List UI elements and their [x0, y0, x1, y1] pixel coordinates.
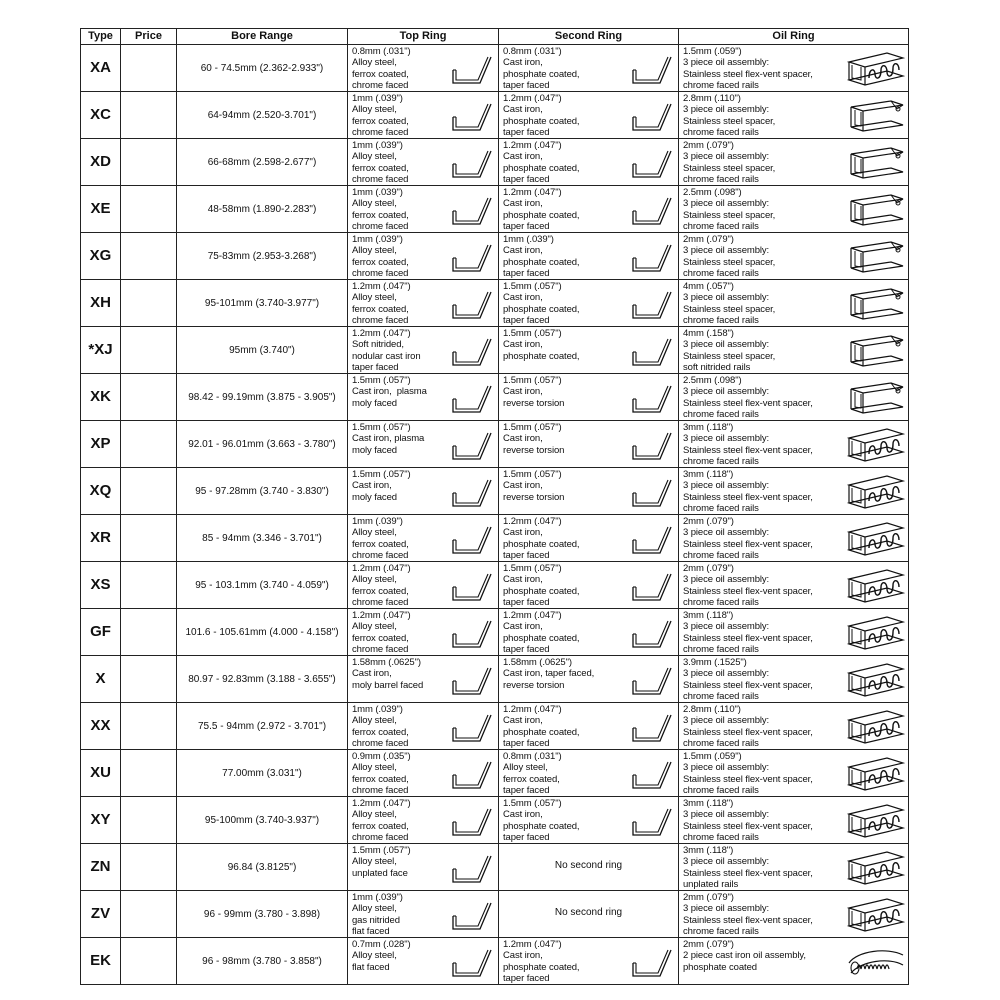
flex-vent-oil-ring-icon — [847, 520, 905, 558]
oil-ring-cell — [679, 703, 909, 750]
table-row — [81, 468, 909, 515]
second-ring-spec: 1.5mm (.057") Cast iron, reverse torsion — [503, 422, 565, 456]
oil-ring-spec: 2mm (.079") 3 piece oil assembly: Stainless steel flex-vent spacer, chrome faced rails — [683, 563, 813, 608]
oil-ring-cell — [679, 139, 909, 186]
table-row — [81, 92, 909, 139]
second-ring-cell — [499, 656, 679, 703]
oil-ring-cell — [679, 280, 909, 327]
spacer-oil-ring-icon — [847, 97, 905, 135]
top-ring-profile-icon — [450, 289, 494, 321]
type-cell: ZN — [81, 844, 121, 891]
table-row — [81, 656, 909, 703]
oil-ring-cell — [679, 797, 909, 844]
second-ring-spec: 0.8mm (.031") Cast iron, phosphate coated, taper faced — [503, 46, 580, 91]
price-cell — [121, 45, 177, 92]
second-ring-spec: 1.2mm (.047") Cast iron, phosphate coated, taper faced — [503, 610, 580, 655]
second-ring-profile-icon — [630, 477, 674, 509]
table-row — [81, 703, 909, 750]
second-ring-spec: 1.5mm (.057") Cast iron, reverse torsion — [503, 375, 565, 409]
price-cell — [121, 562, 177, 609]
bore-range-cell: 60 - 74.5mm (2.362-2.933") — [177, 45, 348, 92]
second-ring-spec: 1.5mm (.057") Cast iron, reverse torsion — [503, 469, 565, 503]
oil-ring-spec: 3mm (.118") 3 piece oil assembly: Stainless steel flex-vent spacer, chrome faced rails — [683, 422, 813, 467]
top-ring-profile-icon — [450, 524, 494, 556]
second-ring-spec: 1.5mm (.057") Cast iron, phosphate coated, taper faced — [503, 563, 580, 608]
oil-ring-cell — [679, 186, 909, 233]
top-ring-cell — [348, 562, 499, 609]
bore-range-cell: 75-83mm (2.953-3.268") — [177, 233, 348, 280]
top-ring-spec: 1.5mm (.057") Cast iron, moly faced — [352, 469, 411, 503]
oil-ring-spec: 4mm (.158") 3 piece oil assembly: Stainless steel spacer, soft nitrided rails — [683, 328, 776, 373]
header-bore-range: Bore Range — [177, 29, 348, 45]
oil-ring-cell — [679, 233, 909, 280]
second-ring-cell — [499, 609, 679, 656]
bore-range-cell: 85 - 94mm (3.346 - 3.701") — [177, 515, 348, 562]
price-cell — [121, 750, 177, 797]
bore-range-cell: 66-68mm (2.598-2.677") — [177, 139, 348, 186]
spacer-oil-ring-icon — [847, 191, 905, 229]
top-ring-cell — [348, 609, 499, 656]
top-ring-spec: 1.2mm (.047") Alloy steel, ferrox coated, chrome faced — [352, 798, 411, 843]
price-cell — [121, 92, 177, 139]
second-ring-cell — [499, 515, 679, 562]
type-cell: GF — [81, 609, 121, 656]
top-ring-spec: 1.5mm (.057") Cast iron, plasma moly faced — [352, 375, 427, 409]
top-ring-spec: 0.9mm (.035") Alloy steel, ferrox coated, chrome faced — [352, 751, 411, 796]
top-ring-profile-icon — [450, 430, 494, 462]
second-ring-profile-icon — [630, 806, 674, 838]
top-ring-cell — [348, 844, 499, 891]
oil-ring-cell — [679, 609, 909, 656]
second-ring-profile-icon — [630, 54, 674, 86]
top-ring-profile-icon — [450, 336, 494, 368]
second-ring-cell — [499, 45, 679, 92]
flex-vent-oil-ring-icon — [847, 614, 905, 652]
top-ring-spec: 1.2mm (.047") Alloy steel, ferrox coated, chrome faced — [352, 281, 411, 326]
second-ring-cell — [499, 139, 679, 186]
table-row — [81, 139, 909, 186]
second-ring-profile-icon — [630, 665, 674, 697]
table-row — [81, 891, 909, 938]
header-top-ring: Top Ring — [348, 29, 499, 45]
top-ring-cell — [348, 374, 499, 421]
oil-ring-spec: 1.5mm (.059") 3 piece oil assembly: Stainless steel flex-vent spacer, chrome faced rails — [683, 46, 813, 91]
bore-range-cell: 77.00mm (3.031") — [177, 750, 348, 797]
spacer-oil-ring-icon — [847, 144, 905, 182]
bore-range-cell: 64-94mm (2.520-3.701") — [177, 92, 348, 139]
type-cell: XK — [81, 374, 121, 421]
type-cell: ZV — [81, 891, 121, 938]
second-ring-spec: 1.2mm (.047") Cast iron, phosphate coated, taper faced — [503, 187, 580, 232]
type-cell: XQ — [81, 468, 121, 515]
header-row — [81, 29, 909, 45]
second-ring-spec: 1mm (.039") Cast iron, phosphate coated, taper faced — [503, 234, 580, 279]
second-ring-cell — [499, 562, 679, 609]
spacer-oil-ring-icon — [847, 332, 905, 370]
top-ring-cell — [348, 938, 499, 985]
oil-ring-cell — [679, 92, 909, 139]
second-ring-cell — [499, 891, 679, 938]
oil-ring-spec: 2.8mm (.110") 3 piece oil assembly: Stainless steel spacer, chrome faced rails — [683, 93, 776, 138]
type-cell: X — [81, 656, 121, 703]
price-cell — [121, 515, 177, 562]
top-ring-cell — [348, 468, 499, 515]
top-ring-spec: 1mm (.039") Alloy steel, ferrox coated, chrome faced — [352, 93, 409, 138]
table-row — [81, 233, 909, 280]
spacer-oil-ring-icon — [847, 285, 905, 323]
top-ring-cell — [348, 233, 499, 280]
type-cell: XD — [81, 139, 121, 186]
second-ring-spec: 1.5mm (.057") Cast iron, phosphate coated, — [503, 328, 580, 362]
price-cell — [121, 186, 177, 233]
oil-ring-spec: 2.5mm (.098") 3 piece oil assembly: Stainless steel flex-vent spacer, chrome faced rails — [683, 375, 813, 420]
top-ring-profile-icon — [450, 665, 494, 697]
bore-range-cell: 98.42 - 99.19mm (3.875 - 3.905") — [177, 374, 348, 421]
flex-vent-oil-ring-icon — [847, 567, 905, 605]
top-ring-cell — [348, 891, 499, 938]
top-ring-spec: 1.2mm (.047") Alloy steel, ferrox coated, chrome faced — [352, 610, 411, 655]
top-ring-spec: 1mm (.039") Alloy steel, ferrox coated, chrome faced — [352, 704, 409, 749]
top-ring-cell — [348, 656, 499, 703]
second-ring-spec: 1.5mm (.057") Cast iron, phosphate coated, taper faced — [503, 281, 580, 326]
flex-vent-oil-ring-icon — [847, 849, 905, 887]
top-ring-profile-icon — [450, 477, 494, 509]
top-ring-spec: 1mm (.039") Alloy steel, gas nitrided flat faced — [352, 892, 403, 937]
oil-ring-spec: 2.8mm (.110") 3 piece oil assembly: Stainless steel flex-vent spacer, chrome faced rails — [683, 704, 813, 749]
second-ring-profile-icon — [630, 430, 674, 462]
price-cell — [121, 656, 177, 703]
second-ring-profile-icon — [630, 947, 674, 979]
second-ring-profile-icon — [630, 289, 674, 321]
price-cell — [121, 938, 177, 985]
oil-ring-spec: 3mm (.118") 3 piece oil assembly: Stainless steel flex-vent spacer, chrome faced rails — [683, 610, 813, 655]
bore-range-cell: 95-101mm (3.740-3.977") — [177, 280, 348, 327]
second-ring-cell — [499, 280, 679, 327]
coil-spring-oil-ring-icon — [847, 943, 905, 981]
second-ring-spec: 1.2mm (.047") Cast iron, phosphate coated, taper faced — [503, 140, 580, 185]
oil-ring-spec: 2mm (.079") 3 piece oil assembly: Stainless steel spacer, chrome faced rails — [683, 234, 776, 279]
second-ring-cell — [499, 844, 679, 891]
table-row — [81, 797, 909, 844]
flex-vent-oil-ring-icon — [847, 473, 905, 511]
top-ring-cell — [348, 515, 499, 562]
top-ring-profile-icon — [450, 383, 494, 415]
type-cell: XY — [81, 797, 121, 844]
second-ring-spec: 1.58mm (.0625") Cast iron, taper faced, reverse torsion — [503, 657, 595, 691]
header-second-ring: Second Ring — [499, 29, 679, 45]
top-ring-profile-icon — [450, 900, 494, 932]
table-row — [81, 45, 909, 92]
oil-ring-spec: 2mm (.079") 2 piece cast iron oil assembly, phosphate coated — [683, 939, 806, 973]
top-ring-spec: 1.2mm (.047") Alloy steel, ferrox coated, chrome faced — [352, 563, 411, 608]
top-ring-profile-icon — [450, 618, 494, 650]
bore-range-cell: 101.6 - 105.61mm (4.000 - 4.158") — [177, 609, 348, 656]
oil-ring-cell — [679, 562, 909, 609]
second-ring-spec: 1.2mm (.047") Cast iron, phosphate coated, taper faced — [503, 939, 580, 984]
top-ring-profile-icon — [450, 947, 494, 979]
top-ring-profile-icon — [450, 759, 494, 791]
price-cell — [121, 280, 177, 327]
flex-vent-oil-ring-icon — [847, 708, 905, 746]
header-price: Price — [121, 29, 177, 45]
second-ring-profile-icon — [630, 618, 674, 650]
top-ring-spec: 1mm (.039") Alloy steel, ferrox coated, chrome faced — [352, 516, 409, 561]
top-ring-spec: 1mm (.039") Alloy steel, ferrox coated, chrome faced — [352, 234, 409, 279]
price-cell — [121, 797, 177, 844]
header-type: Type — [81, 29, 121, 45]
top-ring-spec: 1mm (.039") Alloy steel, ferrox coated, chrome faced — [352, 140, 409, 185]
oil-ring-cell — [679, 421, 909, 468]
table-row — [81, 609, 909, 656]
type-cell: XS — [81, 562, 121, 609]
oil-ring-spec: 1.5mm (.059") 3 piece oil assembly: Stainless steel flex-vent spacer, chrome faced rails — [683, 751, 813, 796]
oil-ring-spec: 3mm (.118") 3 piece oil assembly: Stainless steel flex-vent spacer, chrome faced rails — [683, 798, 813, 843]
table-row — [81, 938, 909, 985]
second-ring-spec: 1.2mm (.047") Cast iron, phosphate coated, taper faced — [503, 704, 580, 749]
bore-range-cell: 92.01 - 96.01mm (3.663 - 3.780") — [177, 421, 348, 468]
top-ring-spec: 1.5mm (.057") Alloy steel, unplated face — [352, 845, 411, 879]
bore-range-cell: 95 - 97.28mm (3.740 - 3.830") — [177, 468, 348, 515]
top-ring-profile-icon — [450, 571, 494, 603]
oil-ring-cell — [679, 45, 909, 92]
price-cell — [121, 327, 177, 374]
flex-vent-oil-ring-icon — [847, 426, 905, 464]
table-row — [81, 374, 909, 421]
second-ring-cell — [499, 703, 679, 750]
oil-ring-cell — [679, 891, 909, 938]
second-ring-profile-icon — [630, 571, 674, 603]
top-ring-spec: 0.8mm (.031") Alloy steel, ferrox coated, chrome faced — [352, 46, 411, 91]
flex-vent-oil-ring-icon — [847, 896, 905, 934]
oil-ring-spec: 3mm (.118") 3 piece oil assembly: Stainless steel flex-vent spacer, unplated rails — [683, 845, 813, 890]
table-row — [81, 515, 909, 562]
second-ring-cell — [499, 750, 679, 797]
second-ring-profile-icon — [630, 148, 674, 180]
second-ring-cell — [499, 186, 679, 233]
no-second-ring-text: No second ring — [554, 860, 623, 871]
no-second-ring-text: No second ring — [554, 907, 623, 918]
top-ring-profile-icon — [450, 54, 494, 86]
oil-ring-spec: 2mm (.079") 3 piece oil assembly: Stainless steel flex-vent spacer, chrome faced rails — [683, 892, 813, 937]
price-cell — [121, 703, 177, 750]
top-ring-cell — [348, 92, 499, 139]
oil-ring-spec: 4mm (.057") 3 piece oil assembly: Stainless steel spacer, chrome faced rails — [683, 281, 776, 326]
flex-vent-oil-ring-icon — [847, 50, 905, 88]
second-ring-spec: 1.2mm (.047") Cast iron, phosphate coated, taper faced — [503, 93, 580, 138]
bore-range-cell: 48-58mm (1.890-2.283") — [177, 186, 348, 233]
piston-ring-spec-table — [80, 28, 909, 985]
second-ring-cell — [499, 468, 679, 515]
price-cell — [121, 139, 177, 186]
bore-range-cell: 75.5 - 94mm (2.972 - 3.701") — [177, 703, 348, 750]
price-cell — [121, 468, 177, 515]
top-ring-cell — [348, 703, 499, 750]
oil-ring-cell — [679, 374, 909, 421]
table-row — [81, 327, 909, 374]
top-ring-spec: 1.58mm (.0625") Cast iron, moly barrel faced — [352, 657, 424, 691]
bore-range-cell: 95-100mm (3.740-3.937") — [177, 797, 348, 844]
bore-range-cell: 95mm (3.740") — [177, 327, 348, 374]
top-ring-profile-icon — [450, 195, 494, 227]
top-ring-cell — [348, 327, 499, 374]
top-ring-cell — [348, 139, 499, 186]
flex-vent-oil-ring-icon — [847, 802, 905, 840]
price-cell — [121, 374, 177, 421]
top-ring-profile-icon — [450, 806, 494, 838]
top-ring-cell — [348, 797, 499, 844]
flex-vent-oil-ring-icon — [847, 755, 905, 793]
type-cell: XP — [81, 421, 121, 468]
price-cell — [121, 891, 177, 938]
table-row — [81, 562, 909, 609]
oil-ring-cell — [679, 656, 909, 703]
table-row — [81, 186, 909, 233]
oil-ring-spec: 2.5mm (.098") 3 piece oil assembly: Stainless steel spacer, chrome faced rails — [683, 187, 776, 232]
type-cell: XU — [81, 750, 121, 797]
type-cell: EK — [81, 938, 121, 985]
top-ring-profile-icon — [450, 712, 494, 744]
bore-range-cell: 80.97 - 92.83mm (3.188 - 3.655") — [177, 656, 348, 703]
price-cell — [121, 609, 177, 656]
second-ring-cell — [499, 327, 679, 374]
second-ring-profile-icon — [630, 524, 674, 556]
type-cell: XA — [81, 45, 121, 92]
second-ring-cell — [499, 797, 679, 844]
second-ring-profile-icon — [630, 759, 674, 791]
second-ring-spec: 1.5mm (.057") Cast iron, phosphate coated, taper faced — [503, 798, 580, 843]
oil-ring-cell — [679, 750, 909, 797]
oil-ring-spec: 2mm (.079") 3 piece oil assembly: Stainless steel flex-vent spacer, chrome faced rails — [683, 516, 813, 561]
flex-vent-oil-ring-icon — [847, 661, 905, 699]
table-row — [81, 280, 909, 327]
second-ring-spec: 0.8mm (.031") Alloy steel, ferrox coated, taper faced — [503, 751, 562, 796]
second-ring-profile-icon — [630, 195, 674, 227]
second-ring-profile-icon — [630, 336, 674, 368]
bore-range-cell: 96 - 98mm (3.780 - 3.858") — [177, 938, 348, 985]
type-cell: *XJ — [81, 327, 121, 374]
type-cell: XE — [81, 186, 121, 233]
type-cell: XX — [81, 703, 121, 750]
top-ring-profile-icon — [450, 853, 494, 885]
second-ring-cell — [499, 421, 679, 468]
second-ring-profile-icon — [630, 383, 674, 415]
top-ring-spec: 0.7mm (.028") Alloy steel, flat faced — [352, 939, 411, 973]
second-ring-spec: 1.2mm (.047") Cast iron, phosphate coated, taper faced — [503, 516, 580, 561]
table-row — [81, 421, 909, 468]
table-row — [81, 750, 909, 797]
type-cell: XG — [81, 233, 121, 280]
price-cell — [121, 233, 177, 280]
type-cell: XC — [81, 92, 121, 139]
top-ring-cell — [348, 280, 499, 327]
second-ring-cell — [499, 233, 679, 280]
second-ring-profile-icon — [630, 101, 674, 133]
oil-ring-spec: 2mm (.079") 3 piece oil assembly: Stainless steel spacer, chrome faced rails — [683, 140, 776, 185]
oil-ring-cell — [679, 844, 909, 891]
spacer-oil-ring-icon — [847, 379, 905, 417]
top-ring-profile-icon — [450, 242, 494, 274]
top-ring-profile-icon — [450, 148, 494, 180]
second-ring-cell — [499, 374, 679, 421]
oil-ring-cell — [679, 938, 909, 985]
top-ring-spec: 1.5mm (.057") Cast iron, plasma moly faced — [352, 422, 425, 456]
top-ring-profile-icon — [450, 101, 494, 133]
spacer-oil-ring-icon — [847, 238, 905, 276]
second-ring-cell — [499, 938, 679, 985]
price-cell — [121, 421, 177, 468]
top-ring-cell — [348, 750, 499, 797]
oil-ring-cell — [679, 468, 909, 515]
second-ring-profile-icon — [630, 242, 674, 274]
header-oil-ring: Oil Ring — [679, 29, 909, 45]
oil-ring-cell — [679, 327, 909, 374]
bore-range-cell: 96 - 99mm (3.780 - 3.898) — [177, 891, 348, 938]
type-cell: XR — [81, 515, 121, 562]
oil-ring-spec: 3.9mm (.1525") 3 piece oil assembly: Stainless steel flex-vent spacer, chrome faced rails — [683, 657, 813, 702]
second-ring-profile-icon — [630, 712, 674, 744]
top-ring-cell — [348, 421, 499, 468]
bore-range-cell: 96.84 (3.8125") — [177, 844, 348, 891]
price-cell — [121, 844, 177, 891]
oil-ring-spec: 3mm (.118") 3 piece oil assembly: Stainless steel flex-vent spacer, chrome faced rails — [683, 469, 813, 514]
type-cell: XH — [81, 280, 121, 327]
bore-range-cell: 95 - 103.1mm (3.740 - 4.059") — [177, 562, 348, 609]
top-ring-spec: 1mm (.039") Alloy steel, ferrox coated, chrome faced — [352, 187, 409, 232]
oil-ring-cell — [679, 515, 909, 562]
top-ring-cell — [348, 186, 499, 233]
top-ring-spec: 1.2mm (.047") Soft nitrided, nodular cast iron taper faced — [352, 328, 421, 373]
table-row — [81, 844, 909, 891]
second-ring-cell — [499, 92, 679, 139]
top-ring-cell — [348, 45, 499, 92]
